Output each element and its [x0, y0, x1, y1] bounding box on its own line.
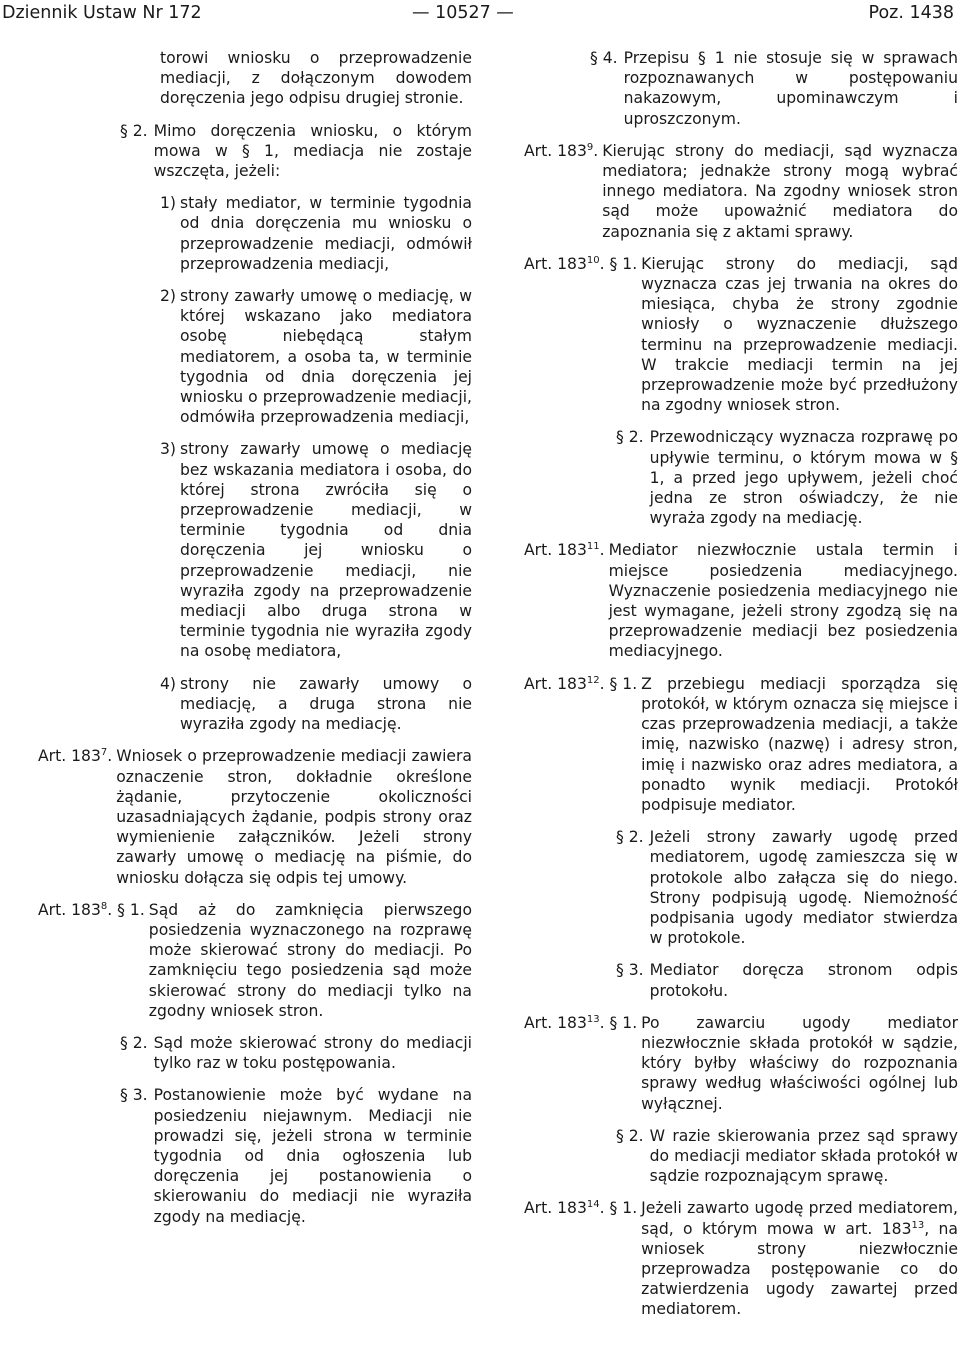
article-text-main: Kierując strony do mediacji, sąd wyznacza mediatora; jednakże strony mogą wybrać innego mediatora. Na zgodny wniosek stron sąd może upoważnić mediatora do zapoznania się z aktami sprawy.: [602, 141, 958, 241]
article-number: Art. 183: [524, 541, 587, 560]
article-text: [641, 254, 958, 416]
paragraph: [160, 48, 472, 109]
article-suffix: . § 1.: [599, 1013, 638, 1032]
article-suffix: . § 1.: [599, 1199, 638, 1218]
article-superscript: 12: [586, 674, 600, 686]
article-superscript: 11: [586, 541, 600, 553]
left-column: [0, 48, 472, 1239]
article-suffix: .: [599, 541, 605, 560]
section-label: § 3.: [616, 961, 644, 980]
article: [524, 141, 958, 242]
article-text: [641, 674, 958, 815]
section-label: § 2.: [120, 1033, 148, 1052]
item-text: stały mediator, w terminie tygodnia od dnia doręczenia mu wniosku o przeprowadzenie mediacji, odmówił przeprowadzenia mediacji,: [180, 194, 472, 273]
section-text: Przepisu § 1 nie stosuje się w sprawach rozpoznawanych w postępowaniu nakazowym, upominawczym i uproszczonym.: [623, 49, 958, 128]
article-text-main: Wniosek o przeprowadzenie mediacji zawiera oznaczenie stron, dokładnie określone żądanie, przytoczenie okoliczności uzasadniających żądanie, podpis strony oraz wymienienie załączników. Jeżeli strony zawarły umowę o mediację na piśmie, do wniosku dołącza się odpis tej umowy.: [116, 747, 472, 887]
article-superscript: 14: [586, 1199, 600, 1211]
article-label: [524, 540, 609, 661]
article-label: [38, 900, 149, 1021]
article-text-main: Kierując strony do mediacji, sąd wyznacza czas jej trwania na okres do miesiąca, chyba że strony zgodnie wniosły o wyznaczenie dłuższego terminu na przeprowadzenie mediacji. W trakcie mediacji termin na jej przeprowadzenie może być przedłużony na zgodny wniosek stron.: [641, 254, 958, 415]
section-text: W razie skierowania przez sąd sprawy do mediacji mediator składa protokół w sądzie rozpoznającym sprawę.: [649, 1126, 958, 1186]
list-item: [160, 286, 472, 427]
list-item: [160, 674, 472, 735]
section-paragraph: [616, 1126, 958, 1187]
article-suffix: . § 1.: [599, 674, 638, 693]
article-label: [524, 1198, 641, 1319]
item-number: 4): [160, 674, 177, 693]
section-text: Mediator doręcza stronom odpis protokołu.: [649, 961, 958, 1000]
article-text: [641, 1198, 958, 1319]
article-label: [524, 254, 641, 416]
section-label: § 3.: [120, 1086, 148, 1105]
list-item: [160, 439, 472, 661]
article-suffix: . § 1.: [107, 900, 145, 919]
article-text-main: Mediator niezwłocznie ustala termin i miejsce posiedzenia mediacyjnego. Wyznaczenie posiedzenia mediacyjnego nie jest wymagane, jeżeli strony zgodzą się na przeprowadzenie mediacji bez posiedzenia mediacyjnego.: [608, 541, 958, 661]
article-number: Art. 183: [38, 747, 101, 766]
item-number: 2): [160, 287, 177, 306]
article-text: [609, 540, 958, 661]
reference-superscript: 13: [911, 1219, 925, 1231]
article-number: Art. 183: [38, 900, 101, 919]
item-text: strony nie zawarły umowy o mediację, a druga strona nie wyraziła zgody na mediację.: [180, 674, 472, 734]
article-suffix: .: [593, 141, 599, 160]
article: [38, 900, 472, 1021]
article-label: [38, 746, 116, 887]
article-suffix: .: [107, 747, 113, 766]
section-label: § 2.: [120, 121, 148, 140]
section-paragraph: [616, 960, 958, 1000]
article-text: [116, 746, 472, 887]
section-text: Przewodniczący wyznacza rozprawę po upływie terminu, o którym mowa w § 1, a przed jego upływem, jeżeli choć jedna ze stron oświadczy, że nie wyraża zgody na mediację.: [649, 428, 958, 528]
article-number: Art. 183: [524, 1013, 587, 1032]
article: [38, 746, 472, 887]
article-number: Art. 183: [524, 254, 587, 273]
article-number: Art. 183: [524, 1199, 587, 1218]
article-number: Art. 183: [524, 141, 587, 160]
article-superscript: 10: [586, 254, 600, 266]
section-paragraph: [616, 827, 958, 948]
article-superscript: 7: [100, 747, 108, 759]
section-label: § 2.: [616, 828, 644, 847]
section-paragraph: [120, 1085, 472, 1226]
paragraph-text: torowi wniosku o przeprowadzenie mediacji, z dołączonym dowodem doręczenia jego odpisu drugiej stronie.: [160, 49, 472, 108]
article-text: [149, 900, 472, 1021]
section-text: Sąd może skierować strony do mediacji tylko raz w toku postępowania.: [153, 1033, 472, 1073]
article-superscript: 9: [586, 141, 594, 153]
section-paragraph: [616, 427, 958, 528]
section-label: § 2.: [616, 1126, 644, 1145]
item-text: strony zawarły umowę o mediację bez wskazania mediatora i osoba, do której strona zwróciła się o przeprowadzenie mediacji, w terminie tygodnia od dnia doręczenia jej wniosku o przeprowadzenie mediacji, nie wyraziła zgody na przeprowadzenie mediacji albo druga strona w terminie tygodnia nie wyraziła zgody na osobę mediatora,: [180, 440, 472, 661]
article-label: [524, 674, 641, 815]
page-header: [0, 0, 960, 26]
article-text-rest: , na wniosek strony niezwłocznie przeprowadza postępowanie co do zatwierdzenia ugody zawartej przed mediatorem.: [641, 1219, 958, 1319]
right-column: [510, 48, 958, 1332]
article-suffix: . § 1.: [599, 254, 638, 273]
article: [524, 254, 958, 416]
article: [524, 1198, 958, 1319]
position-number: Poz. 1438: [868, 3, 954, 23]
article-text: [602, 141, 958, 242]
article-text-main: Po zawarciu ugody mediator niezwłocznie składa protokół w sądzie, który byłby właściwy do rozpoznania sprawy według właściwości ogólnej lub wyłącznej.: [641, 1013, 958, 1113]
article-label: [524, 1013, 641, 1114]
page-number: — 10527 —: [412, 3, 514, 23]
item-number: 1): [160, 194, 177, 213]
list-item: [160, 193, 472, 274]
article-number: Art. 183: [524, 674, 587, 693]
article-text-main: Z przebiegu mediacji sporządza się protokół, w którym oznacza się miejsce i czas przeprowadzenia mediacji, a także imię, nazwisko (nazwę) i adresy stron, imię i nazwisko oraz adres mediatora, a ponadto wynik mediacji. Protokół podpisuje mediator.: [641, 674, 958, 814]
section-text: Postanowienie może być wydane na posiedzeniu niejawnym. Mediacji nie prowadzi się, jeżeli strona w terminie tygodnia od dnia ogłoszenia lub doręczenia jej postanowienia o skierowaniu do mediacji nie wyraziła zgody na mediację.: [153, 1086, 472, 1226]
journal-title: Dziennik Ustaw Nr 172: [2, 3, 202, 23]
section-paragraph: [120, 1033, 472, 1073]
section-text: Mimo doręczenia wniosku, o którym mowa w § 1, mediacja nie zostaje wszczęta, jeżeli:: [153, 121, 472, 181]
article-label: [524, 141, 602, 242]
article-superscript: 13: [586, 1013, 600, 1025]
article-superscript: 8: [100, 900, 108, 912]
section-label: § 2.: [616, 428, 644, 447]
article: [524, 674, 958, 815]
section-paragraph: [120, 121, 472, 182]
article-text-main: Sąd aż do zamknięcia pierwszego posiedzenia wyznaczonego na rozprawę może skierować strony do mediacji. Po zamknięciu tego posiedzenia sąd może skierować strony do mediacji tylko na zgodny wniosek stron.: [148, 900, 472, 1020]
article-text-main: Jeżeli zawarto ugodę przed mediatorem, sąd, o którym mowa w art. 183: [641, 1199, 958, 1238]
article: [524, 1013, 958, 1114]
article: [524, 540, 958, 661]
section-paragraph: [590, 48, 958, 129]
item-number: 3): [160, 440, 177, 459]
section-text: Jeżeli strony zawarły ugodę przed mediatorem, ugodę zamieszcza się w protokole albo załącza się do niego. Strony podpisują ugodę. Niemożność podpisania ugody mediator stwierdza w protokole.: [649, 828, 958, 948]
article-text: [641, 1013, 958, 1114]
section-label: § 4.: [590, 49, 618, 67]
item-text: strony zawarły umowę o mediację, w której wskazano jako mediatora osobę niebędącą stałym mediatorem, a osoba ta, w terminie tygodnia od dnia doręczenia jej wniosku o przeprowadzenie mediacji, odmówiła przeprowadzenia mediacji,: [180, 287, 472, 427]
